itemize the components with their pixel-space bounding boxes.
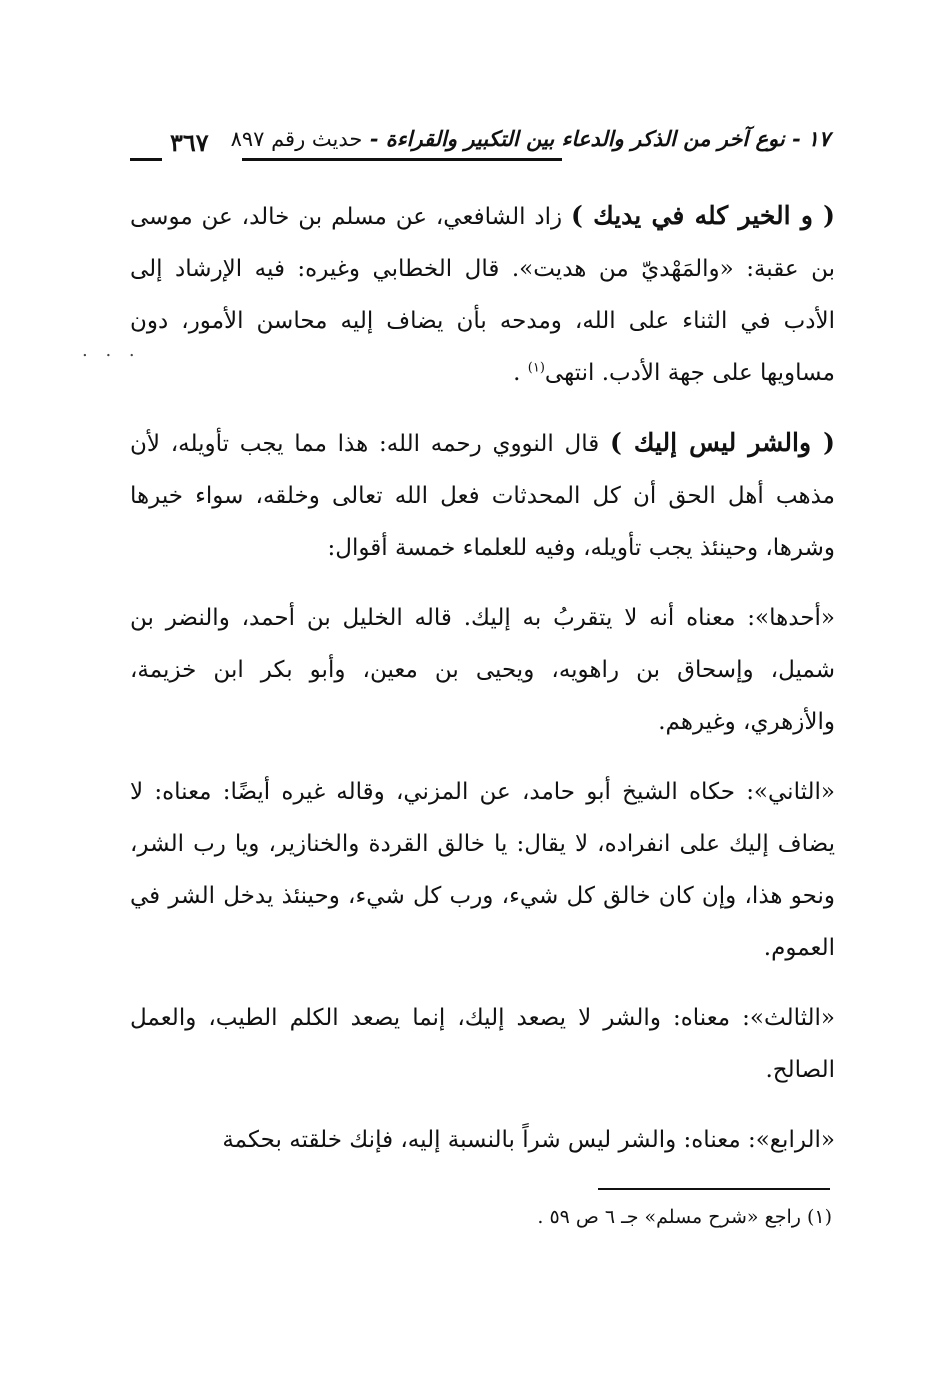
page-number-dash — [130, 158, 162, 161]
paragraph-text: «الثالث»: معناه: والشر لا يصعد إليك، إنما يصعد الكلم الطيب، والعمل الصالح. — [130, 1005, 835, 1083]
chapter-number: ١٧ — [807, 126, 830, 151]
paragraph — [130, 592, 835, 748]
paragraph-text: «الثاني»: حكاه الشيخ أبو حامد، عن المزني، وقاله غيره أيضًا: معناه: لا يضاف إليك على انفراده، لا يقال: يا خالق القردة والخنازير، ويا رب الشر، ونحو هذا، وإن كان خالق كل شيء، ورب كل شيء، وحينئذ يدخل الشر في العموم. — [130, 779, 835, 961]
main-text — [130, 190, 835, 1184]
header-rule — [242, 158, 562, 161]
running-header — [130, 118, 830, 168]
footnote: (١) راجع «شرح مسلم» جـ ٦ ص ٥٩ . — [537, 1206, 832, 1228]
paragraph — [130, 190, 835, 399]
paragraph-text: زاد الشافعي، عن مسلم بن خالد، عن موسى بن عقبة: «والمَهْديّ من هديت». قال الخطابي وغيره: فيه الإرشاد إلى الأدب في الثناء على الله، ومدحه بأن يضاف إليه محاسن الأمور، دون مساويها على جهة الأدب. انتهى — [130, 204, 835, 386]
paragraph-text: «أحدها»: معناه أنه لا يتقربُ به إليك. قاله الخليل بن أحمد، والنضر بن شميل، وإسحاق بن راهويه، ويحيى بن معين، وأبو بكر ابن خزيمة، والأزهري، وغيرهم. — [130, 605, 835, 735]
paragraph — [130, 417, 835, 574]
paragraph-text: قال النووي رحمه الله: هذا مما يجب تأويله، لأن مذهب أهل الحق أن كل المحدثات فعل الله تعالى وخلقه، سواء خيرها وشرها، وحينئذ يجب تأويله، وفيه للعلماء خمسة أقوال: — [130, 431, 835, 561]
chapter-title: نوع آخر من الذكر والدعاء بين التكبير والقراءة — [385, 126, 785, 151]
footnote-rule — [598, 1188, 830, 1190]
paragraph-text: «الرابع»: معناه: والشر ليس شراً بالنسبة إليه، فإنك خلقته بحكمة — [222, 1127, 835, 1153]
chapter-title-wrap: - نوع آخر من الذكر والدعاء بين التكبير والقراءة - — [362, 126, 801, 151]
page-number: ٣٦٧ — [170, 128, 209, 157]
paragraph — [130, 992, 835, 1096]
margin-mark: . . . — [82, 340, 141, 361]
paragraph — [130, 1114, 835, 1166]
paragraph — [130, 766, 835, 974]
paragraph-tail: . — [513, 360, 528, 386]
quoted-phrase: ( والشر ليس إليك ) — [609, 428, 835, 457]
header-title — [231, 126, 830, 151]
footnote-reference: (١) — [527, 360, 545, 376]
quoted-phrase: ( و الخير كله في يديك ) — [571, 201, 836, 230]
hadith-reference: حديث رقم ٨٩٧ — [230, 127, 363, 151]
